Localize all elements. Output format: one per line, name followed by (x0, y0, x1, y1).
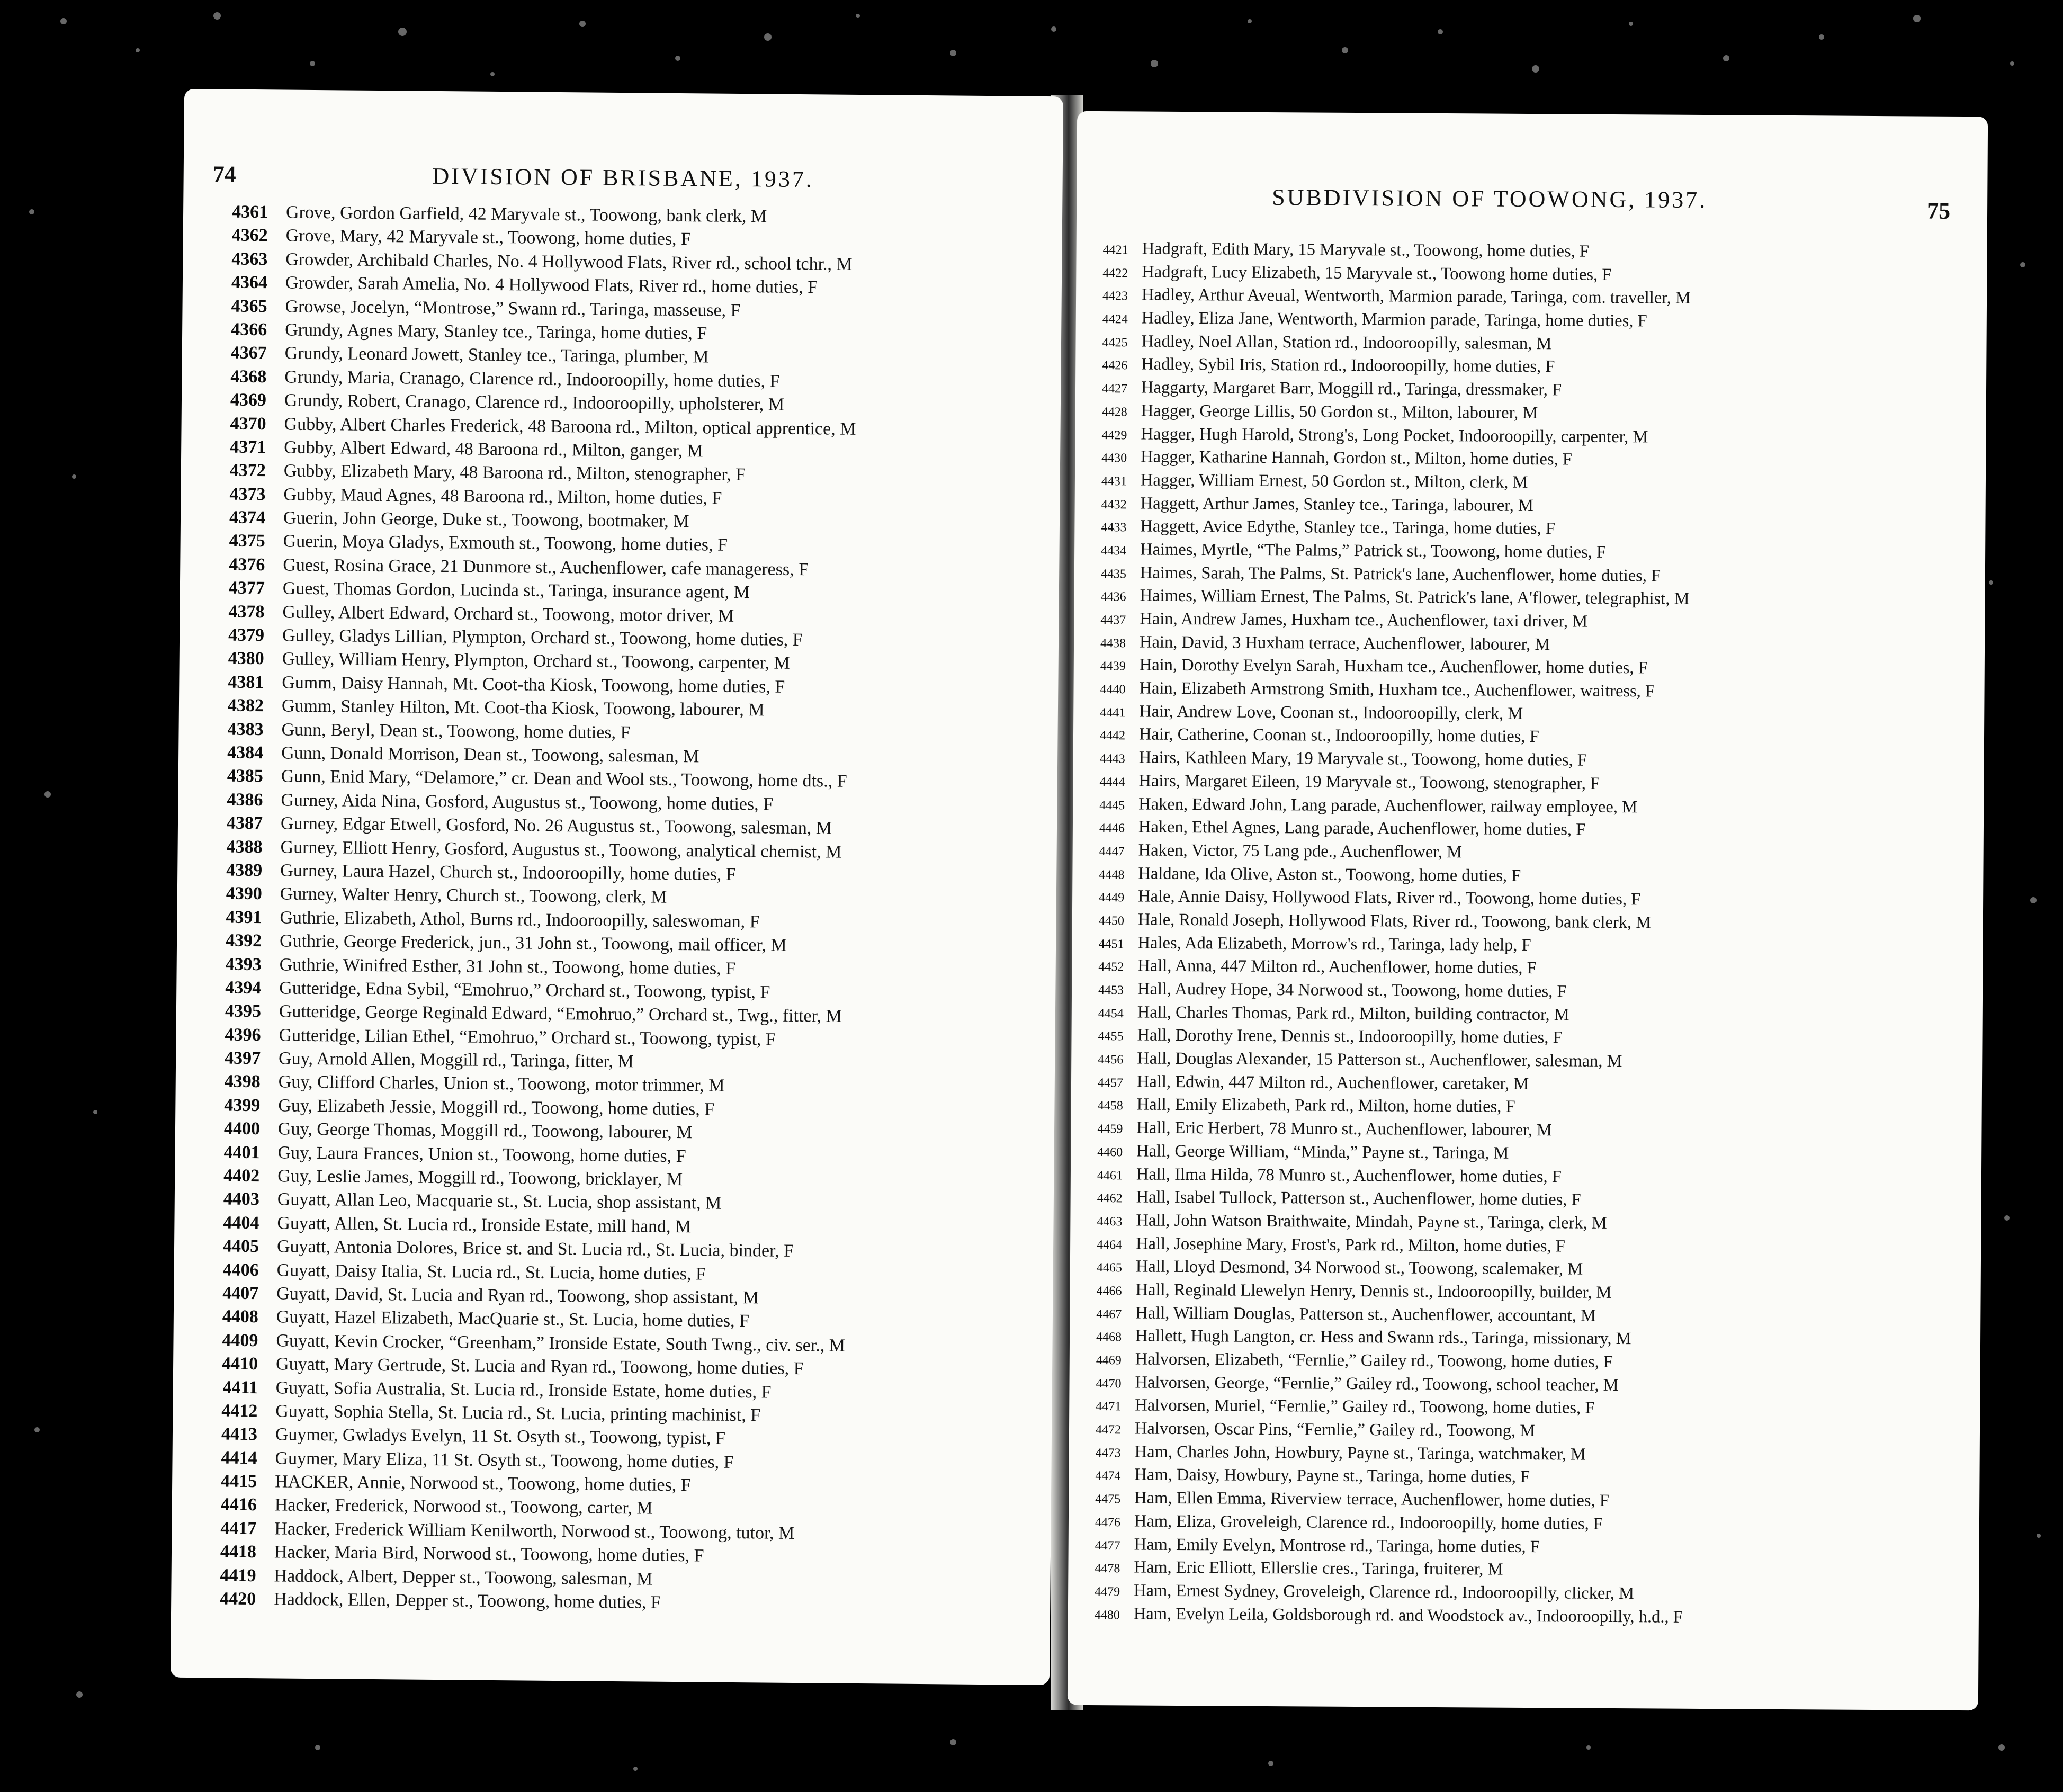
entry-number: 4451 (1098, 937, 1124, 951)
entry-number: 4374 (229, 507, 266, 528)
entry-text: Guyatt, Daisy Italia, St. Lucia rd., St. Lucia, home duties, F (276, 1260, 706, 1284)
entry-number: 4379 (228, 625, 265, 646)
entry-number: 4373 (229, 484, 266, 504)
entry-text: Hale, Ronald Joseph, Hollywood Flats, River rd., Toowong, bank clerk, M (1137, 910, 1652, 933)
entry-number: 4426 (1102, 359, 1128, 373)
entry-text: Grundy, Agnes Mary, Stanley tce., Taringa, home duties, F (284, 320, 707, 344)
entry-number: 4400 (223, 1118, 261, 1139)
entry-number: 4446 (1099, 821, 1125, 836)
entry-text: Guyatt, Allen, St. Lucia rd., Ironside Estate, mill hand, M (277, 1213, 692, 1237)
entry-text: Ham, Ellen Emma, Riverview terrace, Auchenflower, home duties, F (1134, 1488, 1609, 1511)
entry-text: Hair, Catherine, Coonan st., Indooroopilly, home duties, F (1138, 724, 1539, 747)
entry-number: 4444 (1099, 775, 1125, 790)
entry-number: 4473 (1095, 1446, 1121, 1461)
entry-number: 4403 (223, 1189, 259, 1209)
entry-number: 4369 (230, 390, 267, 410)
entry-number: 4458 (1097, 1099, 1123, 1113)
entry-number: 4470 (1096, 1376, 1122, 1391)
entry-number: 4462 (1097, 1191, 1123, 1206)
entry-text: Guyatt, David, St. Lucia and Ryan rd., Toowong, shop assistant, M (276, 1284, 759, 1308)
entry-number: 4393 (225, 954, 262, 974)
entry-number: 4450 (1098, 913, 1124, 928)
entry-number: 4453 (1098, 983, 1124, 998)
entry-text: Hall, Edwin, 447 Milton rd., Auchenflower, caretaker, M (1136, 1072, 1529, 1094)
entry-text: Gubby, Elizabeth Mary, 48 Baroona rd., Milton, stenographer, F (283, 461, 746, 485)
entry-number: 4365 (231, 296, 267, 316)
entry-text: Gurney, Walter Henry, Church st., Toowong, clerk, M (280, 884, 667, 908)
entry-text: Guest, Rosina Grace, 21 Dunmore st., Auchenflower, cafe manageress, F (283, 555, 809, 579)
entry-number: 4366 (230, 319, 267, 340)
entry-number: 4380 (228, 648, 264, 669)
entry-number: 4411 (222, 1377, 258, 1397)
entry-number: 4372 (229, 460, 266, 481)
entry-text: Halvorsen, George, “Fernlie,” Gailey rd., Toowong, school teacher, M (1135, 1373, 1619, 1395)
entry-text: Haimes, Myrtle, “The Palms,” Patrick st., Toowong, home duties, F (1140, 540, 1607, 562)
entry-text: Hadley, Sybil Iris, Station rd., Indooroopilly, home duties, F (1141, 354, 1555, 377)
entry-number: 4447 (1099, 844, 1125, 859)
entry-text: Growder, Archibald Charles, No. 4 Hollywood Flats, River rd., school tchr., M (285, 249, 853, 274)
entry-text: Hadley, Eliza Jane, Wentworth, Marmion parade, Taringa, home duties, F (1141, 308, 1647, 331)
right-page-number: 75 (1926, 198, 1951, 224)
entry-text: Hales, Ada Elizabeth, Morrow's rd., Taringa, lady help, F (1137, 933, 1531, 955)
entry-number: 4422 (1102, 266, 1128, 281)
entry-text: Gumm, Daisy Hannah, Mt. Coot-tha Kiosk, Toowong, home duties, F (282, 673, 785, 697)
entry-text: Guerin, Moya Gladys, Exmouth st., Toowong, home duties, F (283, 531, 728, 555)
entry-number: 4401 (223, 1142, 260, 1162)
entry-text: Ham, Ernest Sydney, Groveleigh, Clarence rd., Indooroopilly, clicker, M (1134, 1581, 1635, 1603)
entry-number: 4409 (222, 1330, 258, 1350)
entry-text: Guyatt, Antonia Dolores, Brice st. and St. Lucia rd., St. Lucia, binder, F (276, 1237, 794, 1261)
entry-number: 4376 (229, 554, 265, 575)
entry-text: Hall, Josephine Mary, Frost's, Park rd., Milton, home duties, F (1136, 1234, 1566, 1256)
right-page-title: SUBDIVISION OF TOOWONG, 1937. (1272, 184, 1708, 213)
entry-text: Hadgraft, Lucy Elizabeth, 15 Maryvale st., Toowong home duties, F (1142, 262, 1612, 284)
entry-number: 4455 (1098, 1029, 1124, 1044)
entry-number: 4456 (1098, 1053, 1124, 1067)
entry-text: Hagger, William Ernest, 50 Gordon st., Milton, clerk, M (1140, 470, 1528, 492)
entry-text: Hall, Audrey Hope, 34 Norwood st., Toowong, home duties, F (1137, 979, 1567, 1001)
entry-text: Hain, Andrew James, Huxham tce., Auchenflower, taxi driver, M (1140, 609, 1588, 631)
entry-text: Gurney, Edgar Etwell, Gosford, No. 26 Augustus st., Toowong, salesman, M (280, 813, 832, 838)
entry-number: 4439 (1100, 659, 1126, 674)
entry-text: Hall, Reginald Llewelyn Henry, Dennis st., Indooroopilly, builder, M (1135, 1280, 1612, 1302)
entry-number: 4431 (1101, 474, 1127, 489)
entry-number: 4434 (1101, 544, 1127, 558)
entry-text: Gurney, Laura Hazel, Church st., Indooroopilly, home duties, F (280, 861, 736, 884)
entry-number: 4368 (230, 366, 267, 387)
entry-number: 4472 (1095, 1423, 1122, 1437)
entry-text: Guyatt, Mary Gertrude, St. Lucia and Ryan rd., Toowong, home duties, F (275, 1354, 804, 1379)
entry-number: 4457 (1097, 1076, 1124, 1090)
right-entry-list (1089, 237, 1977, 1630)
entry-text: Gunn, Enid Mary, “Delamore,” cr. Dean and Wool sts., Toowong, home dts., F (281, 766, 847, 792)
entry-text: Guymer, Mary Eliza, 11 St. Osyth st., Toowong, home duties, F (275, 1448, 734, 1472)
entry-text: Guy, Leslie James, Moggill rd., Toowong, bricklayer, M (277, 1166, 683, 1190)
entry-text: Hairs, Kathleen Mary, 19 Maryvale st., Toowong, home duties, F (1138, 748, 1587, 770)
entry-text: Ham, Charles John, Howbury, Payne st., Taringa, watchmaker, M (1134, 1442, 1586, 1464)
entry-text: Guy, George Thomas, Moggill rd., Toowong, labourer, M (277, 1119, 693, 1143)
entry-number: 4425 (1102, 335, 1128, 350)
entry-text: Guthrie, Winifred Esther, 31 John st., Toowong, home duties, F (279, 954, 736, 979)
entry-text: Haldane, Ida Olive, Aston st., Toowong, home duties, F (1138, 864, 1521, 885)
entry-text: Halvorsen, Oscar Pins, “Fernlie,” Gailey rd., Toowong, M (1134, 1419, 1536, 1441)
entry-number: 4394 (225, 978, 262, 998)
entry-number: 4363 (231, 249, 268, 269)
entry-number: 4443 (1099, 752, 1125, 766)
entry-text: Guthrie, George Frederick, jun., 31 John st., Toowong, mail officer, M (279, 931, 787, 955)
entry-text: Gutteridge, Edna Sybil, “Emohruo,” Orchard st., Toowong, typist, F (279, 978, 770, 1002)
entry-text: Guyatt, Kevin Crocker, “Greenham,” Ironside Estate, South Twng., civ. ser., M (276, 1331, 846, 1356)
entry-text: Hacker, Frederick William Kenilworth, Norwood st., Toowong, tutor, M (274, 1519, 795, 1543)
entry-number: 4364 (231, 272, 268, 293)
entry-number: 4416 (220, 1495, 257, 1515)
entry-text: Guerin, John George, Duke st., Toowong, bootmaker, M (283, 508, 689, 532)
entry-number: 4442 (1099, 729, 1126, 743)
entry-number: 4384 (227, 742, 264, 763)
entry-number: 4386 (227, 790, 263, 810)
entry-number: 4437 (1100, 613, 1126, 628)
entry-text: Hall, Douglas Alexander, 15 Patterson st., Auchenflower, salesman, M (1137, 1049, 1622, 1071)
entry-text: Hagger, Hugh Harold, Strong's, Long Pocket, Indooroopilly, carpenter, M (1141, 424, 1648, 446)
entry-text: Growse, Jocelyn, “Montrose,” Swann rd., Taringa, masseuse, F (285, 297, 741, 320)
entry-text: Gunn, Donald Morrison, Dean st., Toowong, salesman, M (281, 743, 699, 767)
entry-number: 4414 (221, 1448, 257, 1468)
entry-text: Guthrie, Elizabeth, Athol, Burns rd., Indooroopilly, saleswoman, F (280, 908, 760, 932)
entry-text: Guyatt, Allan Leo, Macquarie st., St. Lucia, shop assistant, M (277, 1189, 722, 1214)
entry-number: 4468 (1096, 1330, 1122, 1345)
entry-text: Hallett, Hugh Langton, cr. Hess and Swann rds., Taringa, missionary, M (1135, 1326, 1631, 1349)
entry-number: 4452 (1098, 960, 1124, 974)
entry-number: 4429 (1101, 428, 1127, 442)
entry-number: 4432 (1101, 497, 1127, 512)
entry-text: Growder, Sarah Amelia, No. 4 Hollywood Flats, River rd., home duties, F (285, 273, 818, 298)
entry-number: 4474 (1095, 1469, 1121, 1483)
entry-text: Gulley, Gladys Lillian, Plympton, Orchard st., Toowong, home duties, F (282, 625, 803, 650)
entry-text: Guyatt, Sofia Australia, St. Lucia rd., Ironside Estate, home duties, F (275, 1377, 772, 1402)
entry-number: 4381 (228, 672, 264, 692)
left-entry-list (192, 200, 1052, 1618)
left-page-header (183, 160, 1062, 200)
entry-number: 4383 (227, 719, 264, 739)
entry-text: Ham, Evelyn Leila, Goldsborough rd. and Woodstock av., Indooroopilly, h.d., F (1133, 1604, 1683, 1627)
entry-text: Haimes, William Ernest, The Palms, St. Patrick's lane, A'flower, telegraphist, M (1140, 586, 1690, 609)
entry-number: 4396 (225, 1025, 261, 1045)
entry-text: Grove, Mary, 42 Maryvale st., Toowong, home duties, F (285, 226, 692, 249)
entry-text: Hall, Dorothy Irene, Dennis st., Indooroopilly, home duties, F (1137, 1025, 1563, 1047)
entry-number: 4460 (1097, 1145, 1123, 1160)
left-page-number: 74 (212, 161, 236, 187)
entry-number: 4423 (1102, 289, 1128, 303)
entry-text: Hall, Anna, 447 Milton rd., Auchenflower, home duties, F (1137, 956, 1537, 978)
right-page (1068, 111, 1988, 1710)
entry-text: Grundy, Robert, Cranago, Clarence rd., Indooroopilly, upholsterer, M (284, 390, 785, 415)
entry-text: Gulley, William Henry, Plympton, Orchard st., Toowong, carpenter, M (282, 649, 790, 674)
entry-text: Haggarty, Margaret Barr, Moggill rd., Taringa, dressmaker, F (1141, 378, 1562, 400)
entry-text: Haggett, Avice Edythe, Stanley tce., Taringa, home duties, F (1140, 516, 1556, 539)
entry-number: 4370 (230, 414, 266, 434)
entry-number: 4471 (1096, 1400, 1122, 1414)
entry-text: Hadley, Noel Allan, Station rd., Indooroopilly, salesman, M (1141, 331, 1552, 354)
entry-text: Hall, Lloyd Desmond, 34 Norwood st., Toowong, scalemaker, M (1135, 1257, 1583, 1279)
right-page-header (1077, 183, 1987, 224)
entry-text: Grundy, Maria, Cranago, Clarence rd., Indooroopilly, home duties, F (284, 367, 780, 391)
entry-text: Gutteridge, Lilian Ethel, “Emohruo,” Orchard st., Toowong, typist, F (279, 1025, 776, 1050)
entry-text: Hall, Eric Herbert, 78 Munro st., Auchenflower, labourer, M (1136, 1118, 1552, 1140)
entry-number: 4479 (1095, 1584, 1120, 1599)
left-page-title: DIVISION OF BRISBANE, 1937. (432, 163, 814, 193)
entry-number: 4417 (220, 1518, 257, 1538)
entry-number: 4388 (226, 837, 263, 857)
entry-text: Haken, Edward John, Lang parade, Auchenflower, railway employee, M (1138, 794, 1638, 817)
entry-text: Hair, Andrew Love, Coonan st., Indooroopilly, clerk, M (1139, 702, 1523, 723)
entry-number: 4435 (1100, 567, 1126, 581)
entry-text: Hale, Annie Daisy, Hollywood Flats, River rd., Toowong, home duties, F (1138, 886, 1641, 909)
entry-number: 4413 (221, 1424, 258, 1445)
entry-number: 4404 (223, 1213, 259, 1233)
entry-text: Hain, Dorothy Evelyn Sarah, Huxham tce., Auchenflower, home duties, F (1139, 655, 1648, 678)
entry-number: 4412 (221, 1401, 258, 1421)
entry-number: 4371 (230, 437, 266, 458)
entry-text: Guyatt, Hazel Elizabeth, MacQuarie st., St. Lucia, home duties, F (276, 1307, 750, 1331)
entry-number: 4448 (1099, 867, 1125, 882)
entry-number: 4410 (221, 1354, 258, 1374)
entry-number: 4430 (1101, 451, 1127, 465)
entry-text: Hall, Emily Elizabeth, Park rd., Milton, home duties, F (1136, 1095, 1515, 1117)
entry-number: 4449 (1099, 891, 1125, 905)
entry-number: 4475 (1095, 1492, 1121, 1507)
entry-number: 4375 (229, 531, 265, 551)
entry-number: 4407 (222, 1283, 259, 1304)
entry-number: 4415 (221, 1471, 257, 1492)
entry-text: Haggett, Arthur James, Stanley tce., Taringa, labourer, M (1140, 494, 1534, 515)
entry-number: 4389 (226, 860, 263, 881)
entry-number: 4390 (226, 883, 263, 904)
entry-number: 4427 (1101, 382, 1128, 396)
entry-number: 4377 (228, 578, 265, 598)
entry-number: 4438 (1100, 636, 1126, 651)
entry-text: Grundy, Leonard Jowett, Stanley tce., Taringa, plumber, M (284, 343, 709, 367)
entry-text: Haken, Ethel Agnes, Lang parade, Auchenflower, home duties, F (1138, 817, 1586, 839)
entry-text: Hall, Charles Thomas, Park rd., Milton, building contractor, M (1137, 1002, 1569, 1025)
entry-number: 4441 (1100, 705, 1126, 720)
entry-number: 4480 (1094, 1608, 1120, 1622)
entry-text: Hall, Isabel Tullock, Patterson st., Auchenflower, home duties, F (1136, 1187, 1581, 1209)
entry-number: 4476 (1095, 1515, 1121, 1530)
entry-text: Guy, Clifford Charles, Union st., Toowong, motor trimmer, M (278, 1072, 725, 1096)
entry-number: 4402 (223, 1166, 260, 1186)
entry-text: Hairs, Margaret Eileen, 19 Maryvale st., Toowong, stenographer, F (1138, 771, 1600, 793)
entry-text: Hacker, Maria Bird, Norwood st., Toowong, home duties, F (274, 1542, 704, 1566)
entry-text: Gulley, Albert Edward, Orchard st., Toowong, motor driver, M (282, 602, 734, 626)
entry-text: Hall, George William, “Minda,” Payne st., Taringa, M (1136, 1141, 1509, 1163)
entry-text: Guest, Thomas Gordon, Lucinda st., Taringa, insurance agent, M (282, 578, 750, 603)
entry-text: Hagger, Katharine Hannah, Gordon st., Milton, home duties, F (1141, 447, 1572, 469)
entry-text: Hall, William Douglas, Patterson st., Auchenflower, accountant, M (1135, 1303, 1596, 1325)
entry-number: 4385 (227, 766, 263, 786)
entry-text: Guy, Elizabeth Jessie, Moggill rd., Toowong, home duties, F (278, 1096, 715, 1119)
entry-number: 4405 (222, 1236, 259, 1257)
entry-number: 4445 (1099, 798, 1125, 812)
entry-number: 4418 (220, 1542, 257, 1562)
entry-text: Guymer, Gwladys Evelyn, 11 St. Osyth st., Toowong, typist, F (275, 1424, 726, 1449)
entry-number: 4362 (231, 225, 268, 246)
entry-number: 4419 (220, 1565, 256, 1585)
entry-text: HACKER, Annie, Norwood st., Toowong, home duties, F (275, 1472, 691, 1495)
entry-text: Haimes, Sarah, The Palms, St. Patrick's lane, Auchenflower, home duties, F (1140, 563, 1661, 586)
entry-number: 4459 (1097, 1122, 1123, 1136)
entry-number: 4469 (1096, 1354, 1122, 1368)
entry-number: 4395 (225, 1001, 262, 1022)
entry-text: Gurney, Elliott Henry, Gosford, Augustus st., Toowong, analytical chemist, M (280, 837, 842, 862)
entry-text: Hadgraft, Edith Mary, 15 Maryvale st., Toowong, home duties, F (1142, 239, 1590, 261)
entry-text: Hall, Ilma Hilda, 78 Munro st., Auchenflower, home duties, F (1136, 1164, 1562, 1186)
entry-number: 4428 (1101, 405, 1127, 419)
entry-number: 4382 (227, 695, 264, 716)
entry-text: Hadley, Arthur Aveual, Wentworth, Marmion parade, Taringa, com. traveller, M (1141, 285, 1691, 308)
entry-number: 4408 (222, 1306, 259, 1327)
entry-text: Guy, Arnold Allen, Moggill rd., Taringa, fitter, M (278, 1049, 634, 1072)
entry-text: Halvorsen, Muriel, “Fernlie,” Gailey rd., Toowong, home duties, F (1135, 1395, 1595, 1418)
entry-text: Gubby, Albert Charles Frederick, 48 Baroona rd., Milton, optical apprentice, M (284, 414, 856, 439)
entry-text: Grove, Gordon Garfield, 42 Maryvale st., Toowong, bank clerk, M (285, 202, 767, 227)
entry-text: Hain, Elizabeth Armstrong Smith, Huxham tce., Auchenflower, waitress, F (1139, 678, 1655, 701)
entry-number: 4461 (1097, 1168, 1123, 1182)
entry-number: 4406 (222, 1260, 259, 1280)
entry-text: Hain, David, 3 Huxham terrace, Auchenflower, labourer, M (1139, 632, 1550, 654)
elector-entry (1089, 1602, 1968, 1631)
entry-number: 4420 (220, 1589, 256, 1609)
entry-text: Gurney, Aida Nina, Gosford, Augustus st., Toowong, home duties, F (281, 790, 774, 814)
entry-text: Gubby, Maud Agnes, 48 Baroona rd., Milton, home duties, F (283, 485, 722, 508)
entry-number: 4378 (228, 602, 265, 622)
entry-text: Guyatt, Sophia Stella, St. Lucia rd., St. Lucia, printing machinist, F (275, 1401, 761, 1426)
entry-text: Gubby, Albert Edward, 48 Baroona rd., Milton, ganger, M (284, 437, 703, 461)
entry-text: Hall, John Watson Braithwaite, Mindah, Payne st., Taringa, clerk, M (1136, 1211, 1607, 1233)
entry-number: 4464 (1097, 1238, 1123, 1252)
entry-text: Haken, Victor, 75 Lang pde., Auchenflower, M (1138, 840, 1463, 862)
entry-text: Ham, Eliza, Groveleigh, Clarence rd., Indooroopilly, home duties, F (1134, 1511, 1603, 1534)
entry-number: 4424 (1102, 312, 1128, 327)
entry-text: Ham, Eric Elliott, Ellerslie cres., Taringa, fruiterer, M (1134, 1557, 1503, 1579)
entry-number: 4399 (224, 1095, 261, 1115)
entry-number: 4397 (224, 1048, 261, 1069)
entry-number: 4478 (1095, 1562, 1120, 1576)
entry-text: Gunn, Beryl, Dean st., Toowong, home duties, F (281, 720, 631, 742)
entry-number: 4421 (1102, 243, 1128, 257)
entry-number: 4391 (226, 907, 262, 927)
entry-text: Guy, Laura Frances, Union st., Toowong, home duties, F (277, 1143, 686, 1166)
entry-text: Haddock, Ellen, Depper st., Toowong, home duties, F (274, 1589, 661, 1612)
entry-text: Ham, Daisy, Howbury, Payne st., Taringa, home duties, F (1134, 1465, 1530, 1487)
entry-number: 4477 (1095, 1538, 1120, 1553)
entry-text: Ham, Emily Evelyn, Montrose rd., Taringa, home duties, F (1134, 1534, 1540, 1556)
entry-text: Hacker, Frederick, Norwood st., Toowong, carter, M (274, 1495, 653, 1519)
entry-text: Gutteridge, George Reginald Edward, “Emohruo,” Orchard st., Twg., fitter, M (279, 1001, 842, 1026)
entry-number: 4387 (226, 813, 263, 834)
entry-text: Haddock, Albert, Depper st., Toowong, salesman, M (274, 1566, 653, 1589)
entry-number: 4463 (1097, 1214, 1123, 1229)
entry-text: Halvorsen, Elizabeth, “Fernlie,” Gailey rd., Toowong, home duties, F (1135, 1349, 1613, 1372)
entry-number: 4367 (230, 343, 267, 363)
entry-number: 4466 (1096, 1284, 1122, 1298)
entry-number: 4440 (1100, 683, 1126, 697)
entry-number: 4467 (1096, 1307, 1122, 1321)
entry-number: 4398 (224, 1071, 261, 1092)
entry-number: 4361 (231, 202, 268, 222)
entry-text: Gumm, Stanley Hilton, Mt. Coot-tha Kiosk, Toowong, labourer, M (281, 696, 765, 720)
entry-number: 4392 (225, 930, 262, 951)
entry-text: Hagger, George Lillis, 50 Gordon st., Milton, labourer, M (1141, 401, 1538, 423)
entry-number: 4436 (1100, 590, 1126, 604)
entry-number: 4433 (1101, 521, 1127, 535)
entry-number: 4454 (1098, 1006, 1124, 1021)
left-page (171, 89, 1063, 1685)
entry-number: 4465 (1096, 1261, 1122, 1275)
